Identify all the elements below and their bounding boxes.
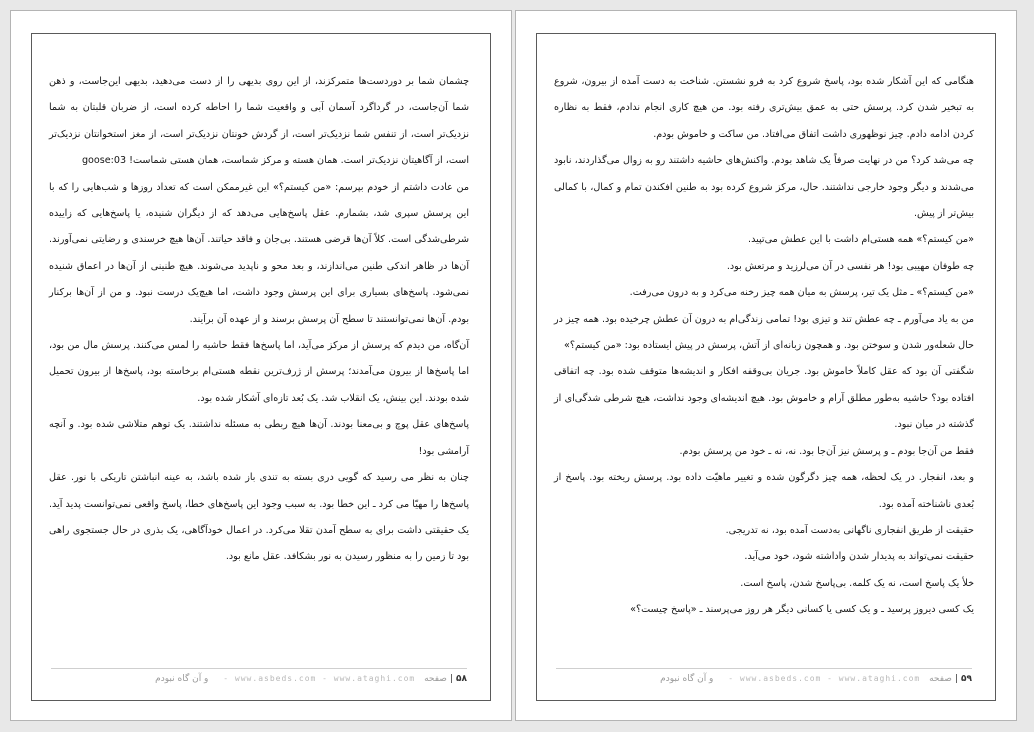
page-word: صفحه [929, 674, 952, 684]
paragraph: یک کسی دیروز پرسید ـ و یک کسی یا کسانی دیگر هر روز می‌پرسند ـ «پاسخ چیست؟» [630, 604, 974, 616]
book-title: و آن گاه نبودم [660, 674, 714, 684]
paragraph: چنان به نظر می رسید که گویی دری بسته به تندی باز شده باشد، به عینه انباشتن تاریکی با نور. عقل پاسخ‌ها را مهیّا می کرد ـ این خطا بود. به سبب وجود این پاسخ‌های خطا، پاسخ واقعی نمی‌توانست پدید آید. یک حقیقتی داشت برای به سطح آمدن تقلا می‌کرد. در اعمال خودآگاهی، یک بذری در حال جستجوی راهی بود تا زمین را به منظور رسیدن به نور بشکافد. عقل مانع بود. [49, 472, 469, 563]
paragraph: شگفتی آن بود که عقل کاملاً خاموش بود. جریان بی‌وقفه افکار و اندیشه‌ها متوقف شده بود. چه اتفاقی افتاده بود؟ حاشیه به‌طور مطلق آرام و خاموش بود. هیچ اندیشه‌ای وجود نداشت، هیچ شرطی شدگی‌ای از گذشته در میان نبود. [554, 366, 974, 431]
page-number: ۵۸ [456, 674, 467, 684]
paragraph: هنگامی که این آشکار شده بود، پاسخ شروع کرد به فرو نشستن. شناخت به دست آمده از بیرون، شروع به تبخیر شدن کرد. پرسش حتی به عمق بیش‌تری رفته بود. من هیچ کاری انجام ندادم، فقط به نظاره کردن ادامه دادم. چیز نوظهوری داشت اتفاق می‌افتاد. من ساکت و خاموش بودم. [554, 76, 974, 140]
paragraph: من به یاد می‌آورم ـ چه عطش تند و تیزی بود! تمامی زندگی‌ام به درون آن عطش چرخیده بود. همه چیز در حال شعله‌ور شدن و سوختن بود. و همچون زبانه‌ای از آتش، پرسش در پیش ایستاده بود: «من کیستم؟» [554, 313, 974, 352]
paragraph: «من کیستم؟» ـ مثل یک تیر، پرسش به میان همه چیز رخنه می‌کرد و به درون می‌رفت. [629, 287, 974, 299]
paragraph: حقیقت نمی‌تواند به پدیدار شدن واداشته شود، خود می‌آید. [744, 551, 974, 563]
book-title: و آن گاه نبودم [155, 674, 209, 684]
footer-divider [51, 668, 467, 669]
paragraph: چه می‌شد کرد؟ من در نهایت صرفاً یک شاهد بودم. واکنش‌های حاشیه داشتند رو به زوال می‌گذاردند، نابود می‌شدند و دیگر وجود خارجی نداشتند. حال، مرکز شروع کرده بود به طنین افکندن تمام و کمال، با کمالی بیش‌تر از پیش. [554, 155, 974, 220]
paragraph: پاسخ‌های عقل پوچ و بی‌معنا بودند. آن‌ها هیچ ربطی به مسئله نداشتند. یک توهم متلاشی شده بود. و آنچه آرامشی بود! [49, 419, 469, 457]
footer-websites: www.asbeds.com - www.ataghi.com - [223, 674, 416, 683]
footer-websites: www.asbeds.com - www.ataghi.com - [728, 674, 921, 683]
paragraph: فقط من آن‌جا بودم ـ و پرسش نیز آن‌جا بود. نه، نه ـ خود من پرسش بودم. [679, 445, 974, 457]
footer-separator: | [449, 674, 453, 684]
page-body [554, 69, 974, 624]
page-word: صفحه [424, 674, 447, 684]
paragraph: و بعد، انفجار. در یک لحظه، همه چیز دگرگون شده و تغییر ماهیّت داده بود. پرسش ریخته بود. پاسخ از بُعدی ناشناخته آمده بود. [554, 472, 974, 510]
paragraph: من عادت داشتم از خودم بپرسم: «من کیستم؟» این غیرممکن است که تعداد روزها و شب‌هایی را که با این پرسش سپری شد، بشمارم. عقل پاسخ‌هایی می‌دهد که از دیگران شنیده، یا پاسخ‌هایی که زاییده شرطی‌شدگی است. کلاً آن‌ها قرضی هستند. بی‌جان و فاقد حیاتند. آن‌ها هیچ خرسندی و رضایتی نمی‌آورند. آن‌ها در ظاهر اندکی طنین می‌اندازند، و بعد محو و ناپدید می‌شوند. هیچ طنینی از آن‌ها در اعماق شنیده نمی‌شود. پاسخ‌های بسیاری برای این پرسش وجود داشت، اما هیچ‌یک درست نبود. و من از آن‌ها برکنار بودم. آن‌ها نمی‌توانستند تا سطح آن پرسش برسند و از عهده آن برآیند. [49, 181, 469, 325]
paragraph: خلأ یک پاسخ است، نه یک کلمه. بی‌پاسخ شدن، پاسخ است. [740, 577, 974, 589]
page-number: ۵۹ [961, 674, 972, 684]
page-footer [51, 672, 467, 686]
page-59 [515, 10, 1017, 721]
footer-divider [556, 668, 972, 669]
paragraph: چه طوفان مهیبی بود! هر نفسی در آن می‌لرزید و مرتعش بود. [726, 260, 974, 272]
footer-separator: | [954, 674, 958, 684]
page-body [49, 69, 469, 571]
page-footer [556, 672, 972, 686]
paragraph: آن‌گاه، من دیدم که پرسش از مرکز می‌آید، اما پاسخ‌ها فقط حاشیه را لمس می‌کنند. پرسش مال من بود، اما پاسخ‌ها از بیرون می‌آمدند؛ پرسش از ژرف‌ترین نقطه هستی‌ام برخاسته بود، پاسخ‌ها از بیرون تحمیل شده بودند. این بینش، یک انقلاب شد. یک بُعد تازه‌ای آشکار شده بود. [49, 340, 469, 404]
paragraph: چشمان شما بر دوردست‌ها متمرکزند، از این روی بدیهی را از دست می‌دهید، بدیهی این‌جاست، و ذهن شما آن‌جاست، در گردا‌گرد آسمان آبی و واقعیت شما را احاطه کرده است، از ضربان قلبتان به شما نزدیک‌تر است، از تنفس شما نزدیک‌تر است، از گردش خونتان نزدیک‌تر است، از مغز استخوانتان نزدیک‌تر است، از آگاهیتان نزدیک‌تر است. همان هسته و مرکز شماست، همان هستی شماست! goose:03 [49, 76, 469, 167]
page-58 [10, 10, 512, 721]
paragraph: «من کیستم؟» همه هستی‌ام داشت با این عطش می‌تپید. [748, 234, 974, 246]
paragraph: حقیقت از طریق انفجاری ناگهانی به‌دست آمده بود، نه تدریجی. [725, 524, 974, 536]
